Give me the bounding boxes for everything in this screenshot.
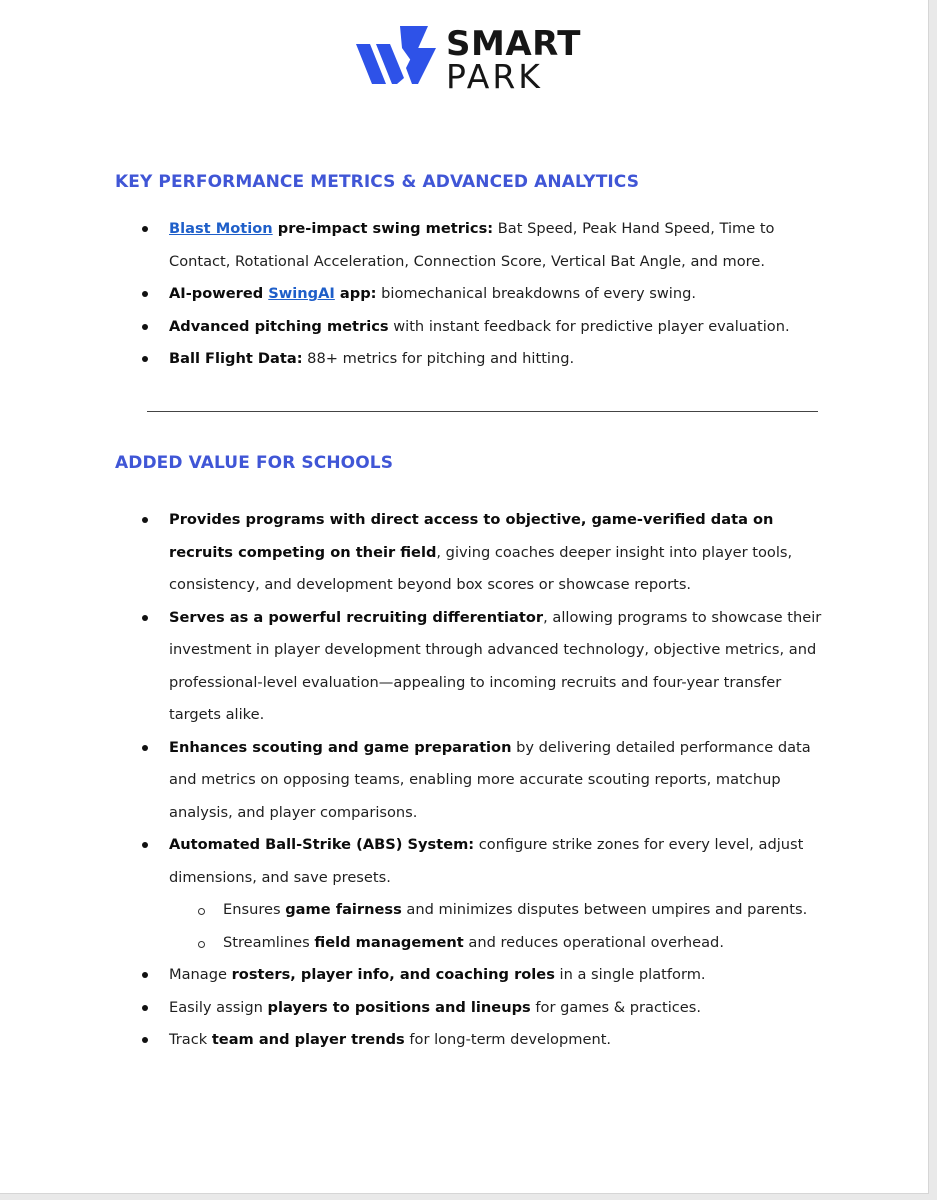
list-item: Serves as a powerful recruiting differentiator, allowing programs to showcase their investment in player development through advanced technology, objective metrics, and professional-level evaluation—appealing to incoming recruits and four-year transfer targets alike. bbox=[169, 602, 829, 732]
sub-list-item: Streamlines field management and reduces operational overhead. bbox=[223, 927, 829, 960]
list-item: Blast Motion pre-impact swing metrics: Bat Speed, Peak Hand Speed, Time to Contact, Rotational Acceleration, Connection Score, Vertical Bat Angle, and more. bbox=[169, 213, 829, 278]
blast-motion-link[interactable]: Blast Motion bbox=[169, 220, 273, 237]
list-item: Easily assign players to positions and lineups for games & practices. bbox=[169, 992, 829, 1025]
logo-text-smart: SMART bbox=[446, 24, 581, 64]
section-heading-metrics: KEY PERFORMANCE METRICS & ADVANCED ANALYTICS bbox=[115, 172, 640, 192]
smart-park-logo bbox=[350, 14, 590, 98]
list-item: Advanced pitching metrics with instant feedback for predictive player evaluation. bbox=[169, 311, 829, 344]
list-item: AI-powered SwingAI app: biomechanical breakdowns of every swing. bbox=[169, 278, 829, 311]
list-item: Ball Flight Data: 88+ metrics for pitching and hitting. bbox=[169, 343, 829, 376]
section-heading-schools: ADDED VALUE FOR SCHOOLS bbox=[115, 453, 394, 473]
metrics-list bbox=[169, 213, 829, 376]
sub-list-item: Ensures game fairness and minimizes disputes between umpires and parents. bbox=[223, 894, 829, 927]
swingai-link[interactable]: SwingAI bbox=[268, 285, 335, 302]
smart-park-logo-icon bbox=[356, 26, 442, 88]
list-item: Track team and player trends for long-term development. bbox=[169, 1024, 829, 1057]
logo-text-park: PARK bbox=[446, 57, 543, 96]
list-item: Enhances scouting and game preparation by delivering detailed performance data and metrics on opposing teams, enabling more accurate scouting reports, matchup analysis, and player comparisons. bbox=[169, 732, 829, 830]
list-item: Manage rosters, player info, and coaching roles in a single platform. bbox=[169, 959, 829, 992]
section-divider bbox=[147, 411, 818, 412]
schools-list bbox=[169, 504, 829, 1057]
list-item: Provides programs with direct access to objective, game-verified data on recruits competing on their field, giving coaches deeper insight into player tools, consistency, and development beyond box scores or showcase reports. bbox=[169, 504, 829, 602]
list-item: Automated Ball-Strike (ABS) System: configure strike zones for every level, adjust dimensions, and save presets. bbox=[169, 829, 829, 894]
